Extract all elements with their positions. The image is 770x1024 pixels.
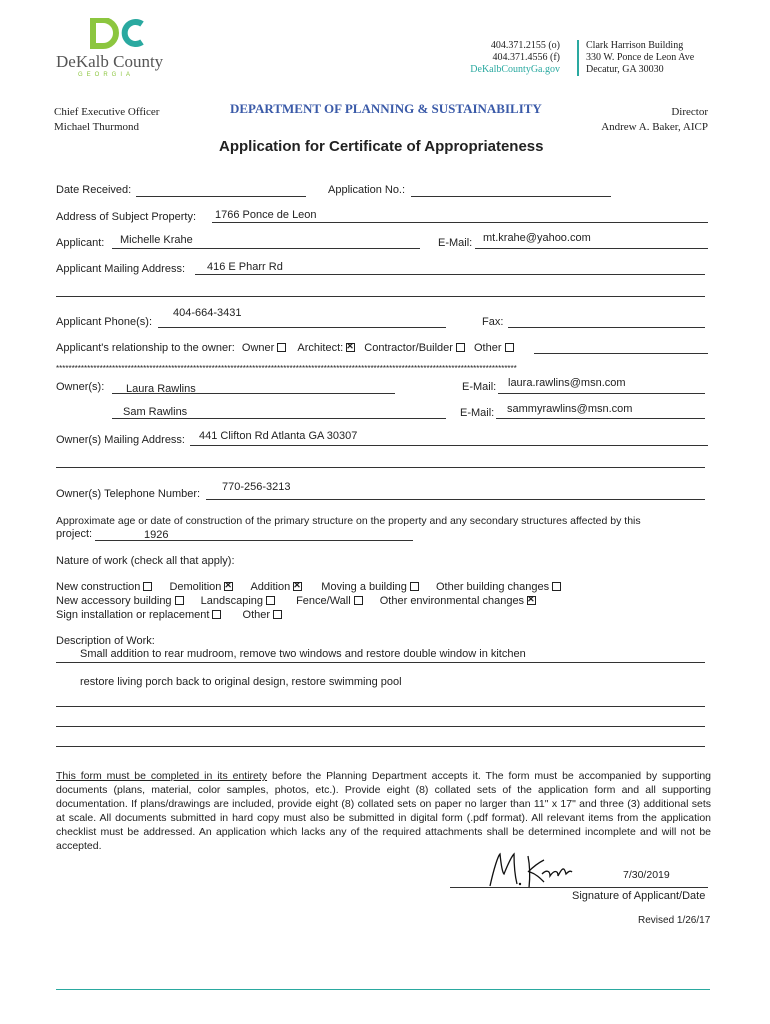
- description-line2: restore living porch back to original design, restore swimming pool: [80, 676, 402, 688]
- rel-other-checkbox[interactable]: [505, 343, 514, 352]
- fax-field[interactable]: [508, 327, 705, 328]
- notice-underlined: This form must be completed in its entirety: [56, 770, 268, 782]
- address-city: Decatur, GA 30030: [586, 64, 664, 75]
- owner1-email-field[interactable]: [498, 393, 705, 394]
- phone-field[interactable]: [158, 327, 446, 328]
- address-building: Clark Harrison Building: [586, 40, 684, 51]
- landscaping-label: Landscaping: [200, 595, 264, 607]
- application-no-field[interactable]: [411, 196, 611, 197]
- demolition-label: Demolition: [169, 581, 222, 593]
- rel-contractor-checkbox[interactable]: [456, 343, 465, 352]
- ceo-title: Chief Executive Officer: [54, 106, 160, 118]
- footer-rule: [56, 989, 710, 990]
- revised-date: Revised 1/26/17: [638, 915, 711, 926]
- applicant-field[interactable]: [112, 248, 420, 249]
- addition-checkbox[interactable]: [293, 582, 302, 591]
- date-received-field[interactable]: [136, 196, 306, 197]
- owner-phone-field[interactable]: [206, 499, 705, 500]
- section-divider: ****************************************************************************************************************************************************: [56, 364, 517, 373]
- owner-mailing-label: Owner(s) Mailing Address:: [56, 434, 185, 446]
- rel-contractor-label: Contractor/Builder: [364, 342, 453, 354]
- rel-architect-checkbox[interactable]: [346, 343, 355, 352]
- description-field-2[interactable]: [56, 706, 705, 707]
- moving-label: Moving a building: [321, 581, 407, 593]
- county-name: DeKalb County: [56, 52, 164, 71]
- mailing-label: Applicant Mailing Address:: [56, 263, 186, 275]
- project-value: 1926: [144, 529, 169, 541]
- description-field-3[interactable]: [56, 726, 705, 727]
- state-name: GEORGIA: [78, 72, 135, 78]
- address-street: 330 W. Ponce de Leon Ave: [586, 52, 695, 63]
- applicant-email-field[interactable]: [475, 248, 708, 249]
- applicant-value: Michelle Krahe: [120, 234, 193, 246]
- owner2-email-value: sammyrawlins@msn.com: [507, 403, 633, 415]
- ceo-name: Michael Thurmond: [54, 121, 140, 133]
- signature-date: 7/30/2019: [623, 869, 670, 881]
- applicant-email-label: E-Mail:: [438, 237, 473, 249]
- rel-architect-label: Architect:: [297, 342, 344, 354]
- owner-mailing-field-line2[interactable]: [56, 467, 705, 468]
- address-label: Address of Subject Property:: [56, 211, 197, 223]
- phone-label: Applicant Phone(s):: [56, 316, 152, 328]
- owners-label: Owner(s):: [56, 381, 105, 393]
- relationship-row: [56, 342, 514, 354]
- county-logo: [56, 18, 166, 80]
- other-work-label: Other: [242, 609, 271, 621]
- notice-paragraph: [56, 769, 711, 853]
- fax-label: Fax:: [482, 316, 504, 328]
- age-question: Approximate age or date of construction of the primary structure on the property and any secondary structures affected by this: [56, 515, 641, 527]
- website-link[interactable]: DeKalbCountyGa.gov: [470, 64, 560, 75]
- nature-label: Nature of work (check all that apply):: [56, 555, 235, 567]
- other-env-checkbox[interactable]: [527, 596, 536, 605]
- owner-mailing-field[interactable]: [190, 445, 708, 446]
- director-title: Director: [671, 106, 708, 118]
- owner1-email-label: E-Mail:: [462, 381, 497, 393]
- description-field-4[interactable]: [56, 746, 705, 747]
- owner-phone-label: Owner(s) Telephone Number:: [56, 488, 201, 500]
- description-field-1[interactable]: [56, 662, 705, 663]
- landscaping-checkbox[interactable]: [266, 596, 275, 605]
- fence-wall-label: Fence/Wall: [296, 595, 351, 607]
- signature-label: Signature of Applicant/Date: [572, 890, 706, 902]
- other-env-label: Other environmental changes: [379, 595, 525, 607]
- fence-wall-checkbox[interactable]: [354, 596, 363, 605]
- header-divider: [577, 40, 579, 76]
- owner-mailing-value: 441 Clifton Rd Atlanta GA 30307: [199, 430, 358, 442]
- sign-label: Sign installation or replacement: [56, 609, 210, 621]
- other-building-label: Other building changes: [435, 581, 550, 593]
- description-label: Description of Work:: [56, 635, 155, 647]
- rel-other-label: Other: [474, 342, 502, 354]
- owner1-name-value: Laura Rawlins: [126, 383, 196, 395]
- moving-checkbox[interactable]: [410, 582, 419, 591]
- other-building-checkbox[interactable]: [552, 582, 561, 591]
- other-work-checkbox[interactable]: [273, 610, 282, 619]
- rel-other-field[interactable]: [534, 353, 708, 354]
- phone-office: 404.371.2155 (o): [490, 40, 560, 51]
- project-label: project:: [56, 528, 93, 540]
- applicant-email-value: mt.krahe@yahoo.com: [483, 232, 591, 244]
- mailing-field-line2[interactable]: [56, 296, 705, 297]
- new-accessory-label: New accessory building: [56, 595, 172, 607]
- relationship-label: Applicant's relationship to the owner:: [56, 342, 235, 354]
- date-received-label: Date Received:: [56, 184, 132, 196]
- description-line1: Small addition to rear mudroom, remove two windows and restore double window in kitchen: [80, 648, 526, 660]
- rel-owner-label: Owner: [241, 342, 275, 354]
- project-field[interactable]: [95, 540, 413, 541]
- demolition-checkbox[interactable]: [224, 582, 233, 591]
- addition-label: Addition: [250, 581, 291, 593]
- owner2-email-field[interactable]: [496, 418, 705, 419]
- address-value: 1766 Ponce de Leon: [215, 209, 317, 221]
- new-construction-label: New construction: [56, 581, 141, 593]
- work-row-3: [56, 609, 282, 621]
- application-no-label: Application No.:: [328, 184, 406, 196]
- new-accessory-checkbox[interactable]: [175, 596, 184, 605]
- rel-owner-checkbox[interactable]: [277, 343, 286, 352]
- sign-checkbox[interactable]: [212, 610, 221, 619]
- work-row-1: [56, 581, 561, 593]
- owner2-name-value: Sam Rawlins: [123, 406, 188, 418]
- owner2-email-label: E-Mail:: [460, 407, 495, 419]
- work-row-2: [56, 595, 536, 607]
- owner2-name-field[interactable]: [112, 418, 446, 419]
- signature-field[interactable]: [450, 887, 708, 888]
- dc-logo-icon: [90, 18, 160, 50]
- form-title: Application for Certificate of Appropriateness: [219, 138, 544, 155]
- phone-value: 404-664-3431: [173, 307, 242, 319]
- owner-phone-value: 770-256-3213: [222, 481, 291, 493]
- mailing-value: 416 E Pharr Rd: [207, 261, 283, 273]
- department-title: DEPARTMENT OF PLANNING & SUSTAINABILITY: [230, 101, 542, 116]
- address-field[interactable]: [212, 222, 708, 223]
- notice-text: before the Planning Department accepts it. The form must be accompanied by supporting documents (plans, material, color samples, photos, etc.). Provide eight (8) collated sets of the application form and all supporting documentation. If plans/drawings are included, provide eight (8) collated sets on paper no larger than 11" x 17" and three (3) additional sets at scale. All documents submitted in hard copy must also be submitted in digital form (.pdf format). All relevant items from the application checklist must be addressed. An application which lacks any of the required attachments shall be determined incomplete and will not be accepted.: [56, 770, 711, 852]
- director-name: Andrew A. Baker, AICP: [601, 121, 708, 133]
- new-construction-checkbox[interactable]: [143, 582, 152, 591]
- mailing-field[interactable]: [195, 274, 705, 275]
- owner1-email-value: laura.rawlins@msn.com: [508, 377, 626, 389]
- applicant-label: Applicant:: [56, 237, 105, 249]
- phone-fax: 404.371.4556 (f): [492, 52, 560, 63]
